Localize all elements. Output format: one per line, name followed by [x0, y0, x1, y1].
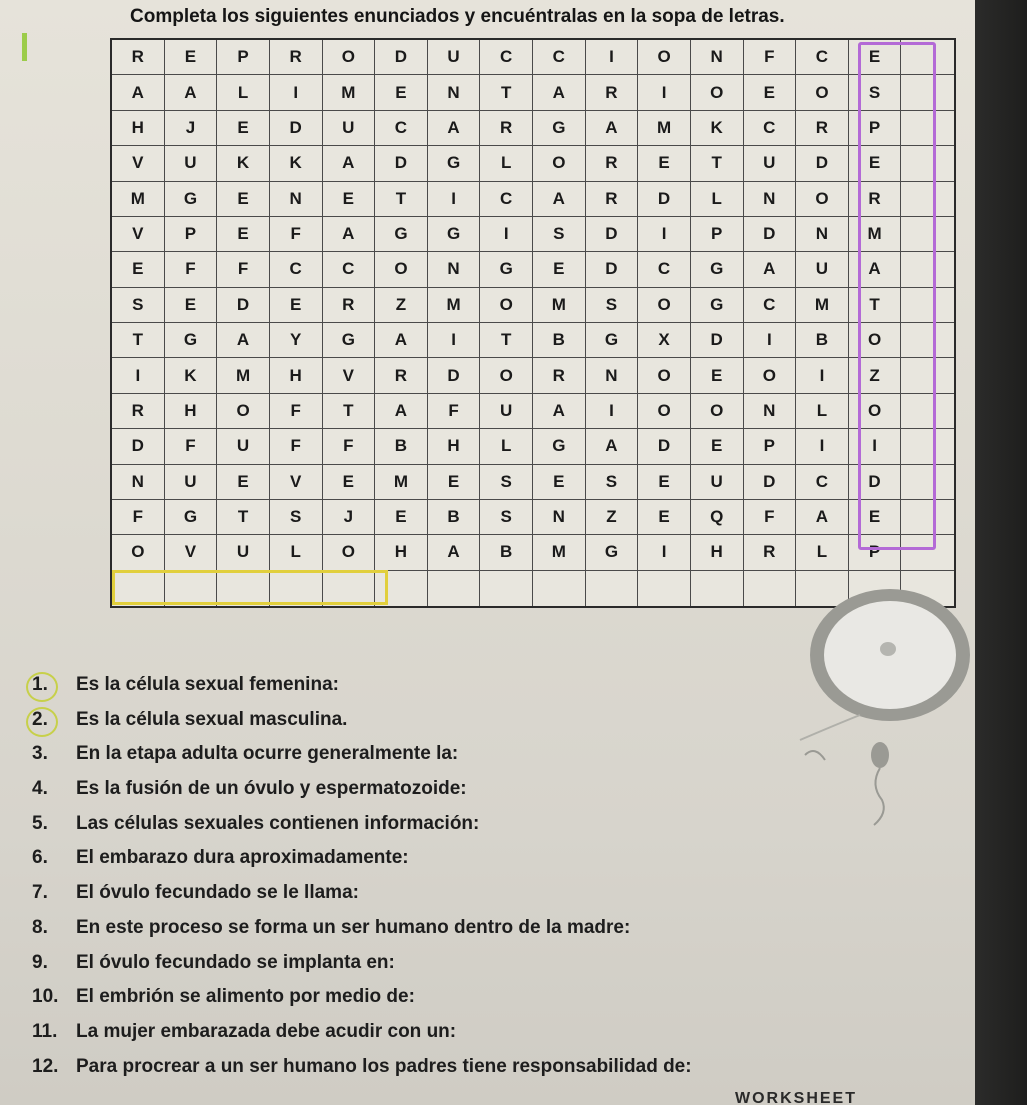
- question-text: El embarazo dura aproximadamente:: [76, 847, 409, 869]
- grid-cell: D: [375, 40, 428, 75]
- grid-cell: R: [796, 111, 849, 146]
- grid-cell: U: [480, 394, 533, 429]
- grid-cell: S: [480, 500, 533, 535]
- grid-cell: N: [744, 182, 797, 217]
- grid-cell: R: [112, 394, 165, 429]
- question-number: 2.: [32, 708, 48, 730]
- grid-cell: D: [586, 252, 639, 287]
- grid-cell: P: [165, 217, 218, 252]
- grid-cell: F: [165, 252, 218, 287]
- question-number: 3.: [32, 743, 48, 765]
- grid-cell: G: [480, 252, 533, 287]
- grid-cell: E: [217, 111, 270, 146]
- grid-cell-empty: [901, 252, 954, 287]
- question-item: [32, 1050, 975, 1085]
- grid-cell: I: [638, 535, 691, 570]
- word-search-grid: [110, 38, 956, 608]
- grid-cell: O: [691, 394, 744, 429]
- grid-cell: U: [217, 429, 270, 464]
- question-item: [32, 1015, 975, 1050]
- grid-cell: F: [270, 217, 323, 252]
- question-number: 5.: [32, 812, 48, 834]
- grid-cell: B: [796, 323, 849, 358]
- grid-cell: N: [744, 394, 797, 429]
- grid-cell: G: [586, 323, 639, 358]
- grid-cell: E: [217, 465, 270, 500]
- grid-cell: E: [428, 465, 481, 500]
- grid-cell: Q: [691, 500, 744, 535]
- grid-cell: O: [638, 358, 691, 393]
- grid-cell: E: [533, 252, 586, 287]
- question-text: Las células sexuales contienen información:: [76, 812, 480, 834]
- grid-cell: S: [270, 500, 323, 535]
- grid-cell: G: [533, 429, 586, 464]
- grid-cell: A: [533, 182, 586, 217]
- grid-cell: A: [428, 535, 481, 570]
- grid-cell: O: [323, 535, 376, 570]
- grid-cell: B: [480, 535, 533, 570]
- grid-cell: C: [744, 288, 797, 323]
- question-text: El óvulo fecundado se implanta en:: [76, 951, 395, 973]
- grid-cell: J: [323, 500, 376, 535]
- grid-cell: S: [112, 288, 165, 323]
- question-number: 4.: [32, 778, 48, 800]
- grid-cell: T: [323, 394, 376, 429]
- green-marker: [22, 33, 27, 61]
- question-number: 7.: [32, 882, 48, 904]
- grid-cell: E: [323, 182, 376, 217]
- grid-cell: F: [270, 429, 323, 464]
- grid-cell: P: [691, 217, 744, 252]
- grid-cell: I: [796, 429, 849, 464]
- grid-cell: D: [428, 358, 481, 393]
- grid-cell-empty: [901, 465, 954, 500]
- grid-cell: N: [691, 40, 744, 75]
- grid-cell-empty: [480, 571, 533, 606]
- question-text: El embrión se alimento por medio de:: [76, 986, 415, 1008]
- grid-cell: H: [691, 535, 744, 570]
- grid-cell: E: [744, 75, 797, 110]
- grid-cell: F: [428, 394, 481, 429]
- grid-cell: D: [638, 429, 691, 464]
- grid-cell: T: [480, 323, 533, 358]
- grid-cell: H: [270, 358, 323, 393]
- grid-cell: E: [217, 217, 270, 252]
- grid-cell: G: [323, 323, 376, 358]
- grid-cell: M: [217, 358, 270, 393]
- grid-cell: Z: [849, 358, 902, 393]
- grid-cell: D: [112, 429, 165, 464]
- question-number: 11.: [32, 1020, 58, 1042]
- grid-cell: G: [428, 217, 481, 252]
- grid-cell: D: [796, 146, 849, 181]
- question-list: [32, 668, 975, 1084]
- grid-cell: M: [428, 288, 481, 323]
- grid-cell-empty: [638, 571, 691, 606]
- grid-cell: E: [691, 429, 744, 464]
- grid-cell-empty: [586, 571, 639, 606]
- grid-cell: H: [375, 535, 428, 570]
- question-item: [32, 980, 975, 1015]
- grid-cell: A: [533, 75, 586, 110]
- grid-cell: D: [744, 465, 797, 500]
- grid-cell: A: [165, 75, 218, 110]
- grid-cell: C: [375, 111, 428, 146]
- grid-cell: P: [744, 429, 797, 464]
- grid-cell: A: [428, 111, 481, 146]
- grid-cell: K: [165, 358, 218, 393]
- question-text: El óvulo fecundado se le llama:: [76, 882, 359, 904]
- grid-cell: O: [480, 358, 533, 393]
- grid-cell: A: [217, 323, 270, 358]
- grid-cell: D: [375, 146, 428, 181]
- grid-cell-empty: [744, 571, 797, 606]
- grid-cell: N: [586, 358, 639, 393]
- grid-cell: K: [217, 146, 270, 181]
- question-number: 6.: [32, 847, 48, 869]
- grid-cell: O: [638, 394, 691, 429]
- grid-cell: Z: [375, 288, 428, 323]
- grid-cell-empty: [533, 571, 586, 606]
- grid-cell: D: [217, 288, 270, 323]
- question-text: Es la célula sexual masculina.: [76, 708, 348, 730]
- grid-cell: E: [217, 182, 270, 217]
- grid-cell: E: [375, 500, 428, 535]
- grid-cell: D: [638, 182, 691, 217]
- grid-cell: U: [744, 146, 797, 181]
- grid-cell: A: [323, 146, 376, 181]
- grid-cell: T: [849, 288, 902, 323]
- grid-cell: O: [323, 40, 376, 75]
- grid-cell-empty: [901, 40, 954, 75]
- grid-cell: E: [375, 75, 428, 110]
- grid-cell: F: [323, 429, 376, 464]
- grid-cell-empty: [901, 217, 954, 252]
- grid-cell: S: [586, 288, 639, 323]
- grid-cell: U: [796, 252, 849, 287]
- question-number: 9.: [32, 951, 48, 973]
- background-edge: [975, 0, 1027, 1105]
- question-number: 1.: [32, 674, 48, 695]
- grid-cell-empty: [901, 500, 954, 535]
- grid-cell: Y: [270, 323, 323, 358]
- grid-cell: P: [217, 40, 270, 75]
- grid-cell: R: [480, 111, 533, 146]
- grid-cell: K: [270, 146, 323, 181]
- grid-cell: B: [428, 500, 481, 535]
- question-item: [32, 876, 975, 911]
- grid-cell: E: [165, 288, 218, 323]
- question-text: Es la fusión de un óvulo y espermatozoide:: [76, 778, 467, 800]
- grid-cell: C: [744, 111, 797, 146]
- grid-cell: L: [796, 394, 849, 429]
- grid-cell: P: [849, 535, 902, 570]
- grid-cell: M: [375, 465, 428, 500]
- question-item: [32, 911, 975, 946]
- grid-cell: T: [375, 182, 428, 217]
- grid-cell: R: [744, 535, 797, 570]
- grid-cell: S: [533, 217, 586, 252]
- grid-cell: J: [165, 111, 218, 146]
- grid-cell: I: [586, 40, 639, 75]
- grid-cell: A: [112, 75, 165, 110]
- grid-cell-empty: [112, 571, 165, 606]
- question-text: En la etapa adulta ocurre generalmente la:: [76, 743, 459, 765]
- grid-cell: I: [270, 75, 323, 110]
- grid-cell: R: [586, 75, 639, 110]
- grid-cell-empty: [901, 358, 954, 393]
- grid-cell: I: [744, 323, 797, 358]
- grid-cell: G: [586, 535, 639, 570]
- grid-cell: S: [586, 465, 639, 500]
- grid-cell: F: [112, 500, 165, 535]
- grid-cell: E: [849, 40, 902, 75]
- grid-cell: L: [480, 429, 533, 464]
- grid-cell: O: [375, 252, 428, 287]
- grid-cell: C: [638, 252, 691, 287]
- grid-cell: G: [428, 146, 481, 181]
- grid-cell: A: [375, 394, 428, 429]
- grid-cell: D: [586, 217, 639, 252]
- question-item: [32, 703, 975, 738]
- grid-cell: R: [586, 146, 639, 181]
- grid-cell-empty: [901, 535, 954, 570]
- grid-cell: V: [112, 217, 165, 252]
- grid-cell: E: [638, 500, 691, 535]
- question-number: 12.: [32, 1055, 59, 1077]
- grid-cell: N: [796, 217, 849, 252]
- grid-cell: A: [849, 252, 902, 287]
- grid-cell: R: [270, 40, 323, 75]
- grid-cell: D: [744, 217, 797, 252]
- grid-cell: S: [849, 75, 902, 110]
- grid-cell: T: [691, 146, 744, 181]
- grid-cell: L: [691, 182, 744, 217]
- grid-cell: C: [533, 40, 586, 75]
- grid-cell: I: [428, 182, 481, 217]
- grid-cell: N: [428, 252, 481, 287]
- grid-cell: O: [796, 182, 849, 217]
- question-item: [32, 772, 975, 807]
- grid-cell: A: [796, 500, 849, 535]
- grid-cell: T: [112, 323, 165, 358]
- grid-cell: O: [691, 75, 744, 110]
- grid-cell: C: [480, 182, 533, 217]
- grid-cell: O: [480, 288, 533, 323]
- grid-cell-empty: [428, 571, 481, 606]
- grid-cell: M: [533, 288, 586, 323]
- grid-cell: S: [480, 465, 533, 500]
- grid-cell: M: [533, 535, 586, 570]
- grid-cell: O: [112, 535, 165, 570]
- grid-cell-empty: [901, 75, 954, 110]
- grid-cell: D: [691, 323, 744, 358]
- grid-cell: E: [112, 252, 165, 287]
- question-item: [32, 807, 975, 842]
- grid-cell: B: [533, 323, 586, 358]
- grid-cell: O: [744, 358, 797, 393]
- grid-cell: E: [270, 288, 323, 323]
- grid-cell: N: [428, 75, 481, 110]
- grid-cell: G: [165, 500, 218, 535]
- grid-cell: R: [849, 182, 902, 217]
- grid-cell: C: [480, 40, 533, 75]
- grid-cell: A: [586, 111, 639, 146]
- grid-cell-empty: [270, 571, 323, 606]
- worksheet-footer: WORKSHEET: [735, 1090, 857, 1105]
- grid-cell: G: [165, 323, 218, 358]
- grid-cell: T: [480, 75, 533, 110]
- grid-cell: O: [533, 146, 586, 181]
- grid-cell: U: [217, 535, 270, 570]
- question-item: [32, 737, 975, 772]
- grid-cell-empty: [375, 571, 428, 606]
- grid-cell: O: [796, 75, 849, 110]
- grid-cell: G: [165, 182, 218, 217]
- grid-cell: R: [586, 182, 639, 217]
- grid-cell: E: [323, 465, 376, 500]
- grid-cell: D: [849, 465, 902, 500]
- grid-cell: V: [323, 358, 376, 393]
- question-text: Para procrear a un ser humano los padres tiene responsabilidad de:: [76, 1055, 692, 1077]
- grid-cell: H: [165, 394, 218, 429]
- grid-cell: E: [638, 146, 691, 181]
- grid-cell: V: [165, 535, 218, 570]
- grid-cell: D: [270, 111, 323, 146]
- grid-cell: C: [796, 40, 849, 75]
- grid-cell-empty: [901, 288, 954, 323]
- question-text: Es la célula sexual femenina:: [76, 674, 339, 695]
- grid-cell: I: [480, 217, 533, 252]
- grid-cell: Z: [586, 500, 639, 535]
- grid-cell: U: [323, 111, 376, 146]
- grid-cell-empty: [901, 429, 954, 464]
- grid-cell: E: [165, 40, 218, 75]
- grid-cell: N: [270, 182, 323, 217]
- grid-cell: V: [112, 146, 165, 181]
- grid-cell-empty: [901, 323, 954, 358]
- grid-cell: U: [165, 465, 218, 500]
- grid-cell: C: [323, 252, 376, 287]
- grid-cell: O: [638, 40, 691, 75]
- grid-cell: M: [796, 288, 849, 323]
- grid-cell: L: [796, 535, 849, 570]
- grid-cell: A: [533, 394, 586, 429]
- grid-cell: A: [323, 217, 376, 252]
- grid-cell: T: [217, 500, 270, 535]
- grid-cell: H: [112, 111, 165, 146]
- grid-cell: C: [796, 465, 849, 500]
- worksheet-title: Completa los siguientes enunciados y encuéntralas en la sopa de letras.: [130, 6, 785, 27]
- grid-cell: I: [586, 394, 639, 429]
- grid-cell: E: [533, 465, 586, 500]
- grid-cell: E: [849, 500, 902, 535]
- grid-cell: M: [323, 75, 376, 110]
- grid-cell: X: [638, 323, 691, 358]
- grid-cell: L: [270, 535, 323, 570]
- question-item: [32, 946, 975, 981]
- question-item: [32, 841, 975, 876]
- grid-cell: H: [428, 429, 481, 464]
- grid-cell: P: [849, 111, 902, 146]
- grid-cell: I: [796, 358, 849, 393]
- grid-cell: R: [533, 358, 586, 393]
- grid-cell: E: [638, 465, 691, 500]
- grid-cell-empty: [217, 571, 270, 606]
- grid-cell: R: [323, 288, 376, 323]
- grid-cell: F: [270, 394, 323, 429]
- grid-cell: M: [112, 182, 165, 217]
- grid-cell: L: [480, 146, 533, 181]
- grid-cell: F: [217, 252, 270, 287]
- grid-cell: L: [217, 75, 270, 110]
- grid-cell: R: [112, 40, 165, 75]
- grid-cell: N: [533, 500, 586, 535]
- grid-cell: C: [270, 252, 323, 287]
- grid-cell: U: [691, 465, 744, 500]
- grid-cell: O: [849, 394, 902, 429]
- grid-cell: O: [217, 394, 270, 429]
- grid-cell: U: [165, 146, 218, 181]
- grid-cell: F: [744, 40, 797, 75]
- grid-cell: R: [375, 358, 428, 393]
- question-number: 10.: [32, 986, 59, 1008]
- grid-cell: E: [691, 358, 744, 393]
- grid-cell: B: [375, 429, 428, 464]
- grid-cell: G: [691, 252, 744, 287]
- grid-cell: M: [638, 111, 691, 146]
- grid-cell-empty: [165, 571, 218, 606]
- grid-cell: O: [638, 288, 691, 323]
- grid-cell-empty: [691, 571, 744, 606]
- grid-cell: O: [849, 323, 902, 358]
- grid-cell: I: [428, 323, 481, 358]
- grid-cell: V: [270, 465, 323, 500]
- grid-cell-empty: [901, 394, 954, 429]
- grid-cell: E: [849, 146, 902, 181]
- grid-cell: F: [165, 429, 218, 464]
- grid-cell-empty: [901, 182, 954, 217]
- grid-cell: M: [849, 217, 902, 252]
- grid-cell: A: [586, 429, 639, 464]
- grid-cell: I: [849, 429, 902, 464]
- question-item: [32, 668, 975, 703]
- grid-cell-empty: [901, 146, 954, 181]
- grid-cell: G: [691, 288, 744, 323]
- question-text: La mujer embarazada debe acudir con un:: [76, 1020, 457, 1042]
- question-text: En este proceso se forma un ser humano dentro de la madre:: [76, 916, 631, 938]
- grid-cell: I: [112, 358, 165, 393]
- grid-cell: I: [638, 75, 691, 110]
- grid-cell: N: [112, 465, 165, 500]
- grid-cell: K: [691, 111, 744, 146]
- question-number: 8.: [32, 916, 48, 938]
- grid-cell: G: [375, 217, 428, 252]
- grid-cell: A: [375, 323, 428, 358]
- grid-cell: A: [744, 252, 797, 287]
- grid-cell-empty: [323, 571, 376, 606]
- grid-cell: U: [428, 40, 481, 75]
- grid-cell: F: [744, 500, 797, 535]
- grid-cell: I: [638, 217, 691, 252]
- grid-cell-empty: [901, 111, 954, 146]
- grid-cell: G: [533, 111, 586, 146]
